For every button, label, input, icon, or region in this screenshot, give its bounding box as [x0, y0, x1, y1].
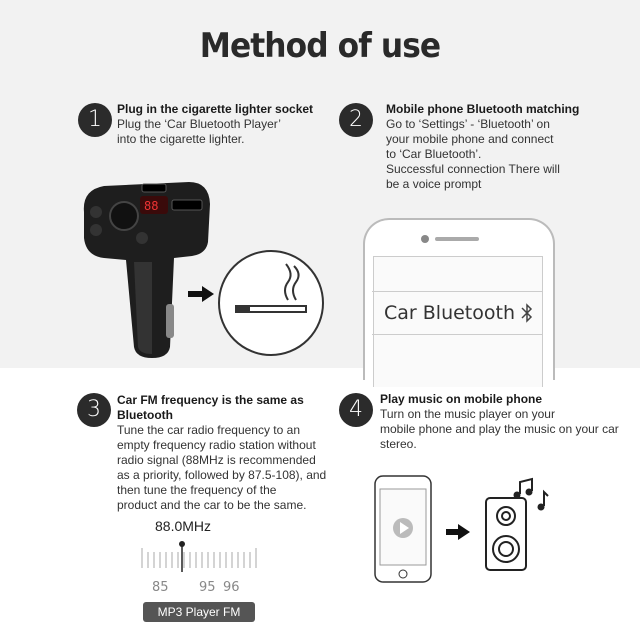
divider [372, 291, 542, 292]
step-3-line: as a priority, followed by 87.5-108), and [117, 468, 327, 482]
step-3-line: Tune the car radio frequency to an [117, 423, 300, 437]
divider [372, 334, 542, 335]
step-2-line: to ‘Car Bluetooth’. [386, 147, 482, 161]
fm-dial [138, 540, 268, 574]
step-3-line: product and the car to be the same. [117, 498, 307, 512]
step-3-heading: Car FM frequency is the same as [117, 393, 304, 407]
step-3-line: empty frequency radio station without [117, 438, 316, 452]
svg-text:88: 88 [144, 199, 159, 213]
arrow-right-icon [446, 524, 470, 540]
step-1-line: Plug the ‘Car Bluetooth Player’ [117, 117, 281, 131]
dial-tick-label: 96 [223, 580, 240, 595]
step-3-line: then tune the frequency of the [117, 483, 277, 497]
frequency-readout: 88.0MHz [155, 518, 212, 534]
cigarette-icon [216, 248, 326, 358]
step-4-text [380, 392, 620, 452]
step-4-line: mobile phone and play the music on your car [380, 422, 619, 436]
step-2-line: your mobile phone and connect [386, 132, 554, 146]
step-3-line: radio signal (88MHz is recommended [117, 453, 316, 467]
step-3-text [117, 393, 357, 513]
step-2-line: be a voice prompt [386, 177, 482, 191]
mode-badge: MP3 Player FM [143, 602, 255, 622]
car-charger-image [74, 172, 224, 362]
step-1-line: into the cigarette lighter. [117, 132, 245, 146]
page-title: Method of use [199, 26, 441, 66]
step-3-heading: Bluetooth [117, 408, 173, 422]
step-2-heading: Mobile phone Bluetooth matching [386, 102, 580, 116]
step-3-number: 3 [77, 393, 111, 427]
step-2-text [386, 102, 606, 192]
step-2-number: 2 [339, 103, 373, 137]
speaker-image [484, 474, 554, 574]
step-4-number: 4 [339, 393, 373, 427]
dial-tick-label: 85 [152, 580, 169, 595]
phone-play-image [374, 475, 434, 585]
phone-camera [421, 235, 429, 243]
step-2-line: Go to ‘Settings’ - ‘Bluetooth’ on [386, 117, 550, 131]
step-1-heading: Plug in the cigarette lighter socket [117, 102, 314, 116]
step-1-number: 1 [78, 103, 112, 137]
arrow-right-icon [188, 286, 214, 302]
bluetooth-icon [519, 302, 535, 324]
step-4-line: Turn on the music player on your [380, 407, 555, 421]
bluetooth-device-label[interactable]: Car Bluetooth [384, 302, 515, 324]
step-4-heading: Play music on mobile phone [380, 392, 543, 406]
step-1-text [117, 102, 327, 147]
phone-outline [363, 218, 555, 380]
phone-speaker [435, 237, 479, 241]
dial-tick-label: 95 [199, 580, 216, 595]
step-4-line: stereo. [380, 437, 417, 451]
step-2-line: Successful connection There will [386, 162, 560, 176]
